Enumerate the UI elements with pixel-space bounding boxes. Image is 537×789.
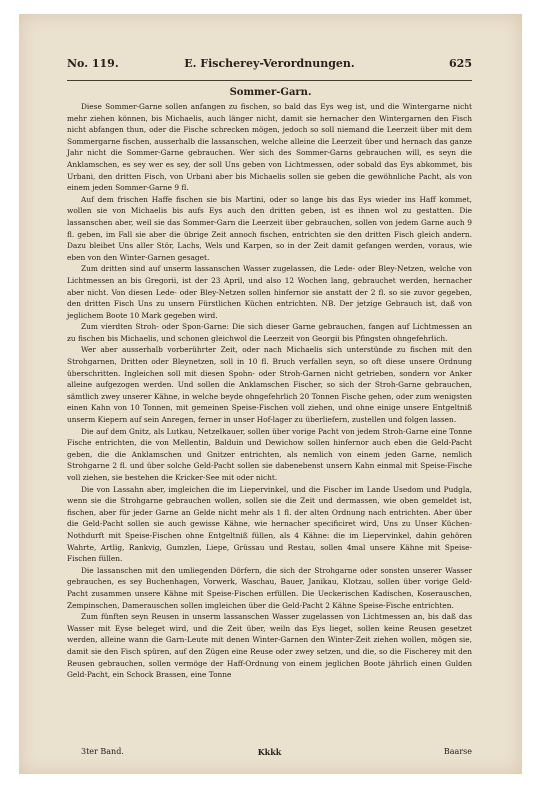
paragraph: Wer aber ausserhalb vorberührter Zeit, oder nach Michaelis sich unterstünde zu fischen mit den Strohgarnen, Dritten oder Bleynetzen, soll in 10 fl. Bruch verfallen seyn, so oft diese unsere Ordnung überschritten. Ingleichen soll mit diesen Spohn- oder Stroh-Garnen nicht getrieben, sondern vor Anker alleine aufgezogen werden. Und sollen die Anklamschen Fischer, so sich der Stroh-Garne gebrauchen, sämtlich zwey unserer Kähne, in welche beyde ohngefehrlich 20 Tonnen Fische gehen, oder zum wenigsten einen Kahn von 10 Tonnen, mit gemeinen Speise-Fischen voll ziehen, und ohne einige unsere Entgeltniß unserm Kiepern auf sein Anregen, ferner in unser Hof-lager zu überliefern, zustellen und folgen lassen. — [67, 345, 472, 425]
paragraph: Die lassanschen mit den umliegenden Dörfern, die sich der Strohgarne oder sonsten unserer Wasser gebrauchen, es sey Buchenhagen, Vorwerk, Waschau, Bauer, Janikau, Klotzau, sollen über vorige Geld-Pacht zusammen unsere Kähne mit Speise-Fischen erfüllen. Die Ueckerischen Kadischen, Koserauschen, Zempinschen, Damerauschen sollen imgleichen über die Geld-Pacht 2 Kähne Speise-Fische entrichten. — [67, 565, 472, 610]
catchword: Baarse — [443, 747, 472, 756]
paragraph: Zum dritten sind auf unserm lassanschen Wasser zugelassen, die Lede- oder Bley-Netzen, welche von Lichtmessen an bis Gregorii, ist der 23 April, und also 12 Wochen lang, gebrauchet werden, hernacher aber nicht. Von diesen Lede- oder Bley-Netzen sollen hinfernor sie anstatt der 2 fl. so sie zuvor gegeben, den dritten Fisch Uns zu unsern Fürstlichen Küchen entrichten. NB. Der jetzige Gebrauch ist, daß von jeglichem Boote 10 Mark gegeben wird. — [67, 264, 472, 320]
page-footer — [67, 747, 472, 761]
document-number: No. 119. — [67, 57, 119, 70]
page-header — [67, 57, 472, 75]
paragraph: Die auf dem Gnitz, als Lutkau, Netzelkauer, sollen über vorige Pacht von jedem Stroh-Garne eine Tonne Fische entrichten, die von Mellentin, Balduin und Dewichow sollen hinfernor auch eben die Geld-Pacht geben, die die Anklamschen und Gnitzer entrichten, als nemlich von einem jeden Garne, nemlich Strohgarne 2 fl. und über solche Geld-Pacht sollen sie dabenebenst unsern Kahn einmal mit Speise-Fische voll ziehen, sie bestehen die Kricker-See mit oder nicht. — [67, 426, 472, 482]
volume-label: 3ter Band. — [81, 747, 124, 756]
paragraph: Diese Sommer-Garne sollen anfangen zu fischen, so bald das Eys weg ist, und die Wintergarne nicht mehr ziehen können, bis Michaelis, auch länger nicht, damit sie hernacher den Wintergarnen den Fisch nicht abfangen thun, oder die Fische schrecken mögen, jedoch so soll niemand die Leerzeit über mit dem Sommergarne fischen, ausserhalb die lassanschen, welche alleine die Leerzeit über und hernach das ganze Jahr nicht die Sommer-Garne gebrauchen. Wer sich des Sommer-Garns gebrauchen will, es seyn die Anklamschen, es sey wer es sey, der soll Uns geben von Lichtmessen, oder sobald das Eys abkommet, bis Urbani, den dritten Fisch, von Urbani aber bis Michaelis sollen sie geben die gewöhnliche Pacht, als von einem jeden Sommer-Garne 9 fl. — [67, 102, 472, 193]
paragraph: Auf dem frischen Haffe fischen sie bis Martini, oder so lange bis das Eys wieder ins Haff kommet, wollen sie von Michaelis bis aufs Eys auch den dritten geben, ist es ihnen wol zu gestatten. Die lassanschen aber, weil sie das Sommer-Garn die Leerzeit über gebrauchen, sollen von jedem Garne auch 9 fl. geben, im Fall sie aber die übrige Zeit annoch fischen, entrichten sie den dritten Fisch gleich andern. Dazu bleibet Uns aller Stör, Lachs, Wels und Karpen, so in der Zeit damit gefangen werden, voraus, wie eben von den Winter-Garnen gesaget. — [67, 194, 472, 262]
section-title: Sommer-Garn. — [229, 87, 312, 98]
document-page — [19, 14, 522, 774]
paragraph: Die von Lassahn aber, imgleichen die im Liepervinkel, und die Fischer im Lande Usedom und Pudgla, wenn sie die Strohgarne gebrauchen wollen, sollen sie die Zeit und dermassen, wie oben gemeldet ist, fischen, aber für jeder Garne an Gelde nicht mehr als 1 fl. der alten Ordnung nach entrichten. Aber über die Geld-Pacht sollen sie auch gewisse Kähne, wie hernacher specificiret wird, Uns zu Unser Küchen-Nothdurft mit Speise-Fischen ohne Entgeltniß füllen, als 4 Kähne: die im Liepervinkel, dahin gehören Wahrte, Artlig, Rankvig, Gumzlen, Liepe, Grüssau und Restau, sollen 4mal unsere Kähne mit Speise-Fischen füllen. — [67, 484, 472, 564]
signature-mark: Kkkk — [257, 747, 282, 757]
running-title: E. Fischerey-Verordnungen. — [184, 57, 355, 70]
body-text — [67, 101, 472, 681]
header-rule — [67, 80, 472, 81]
page-number: 625 — [449, 57, 472, 70]
paragraph: Zum fünften seyn Reusen in unserm lassanschen Wasser zugelassen von Lichtmessen an, bis daß das Wasser mit Eyse beleget wird, und die Zeit über, weiln das Eys lieget, sollen keine Reusen gesetzet werden, alleine wann die Garn-Leute mit denen Winter-Garnen den Winter-Zeit ziehen wollen, mögen sie, damit sie den Fisch spüren, auf den Zügen eine Reuse oder zwey setzen, und die, so die Fischerey mit den Reusen gebrauchen, sollen vermöge der Haff-Ordnung von einem jeglichen Boote jährlich einen Gulden Geld-Pacht, ein Schock Brassen, eine Tonne — [67, 612, 472, 680]
paragraph: Zum vierdten Stroh- oder Spon-Garne: Die sich dieser Garne gebrauchen, fangen auf Lichtmessen an zu fischen bis Michaelis, und schonen gleichwol die Leerzeit von Georgii bis Pfingsten ohngefehrlich. — [67, 322, 472, 343]
